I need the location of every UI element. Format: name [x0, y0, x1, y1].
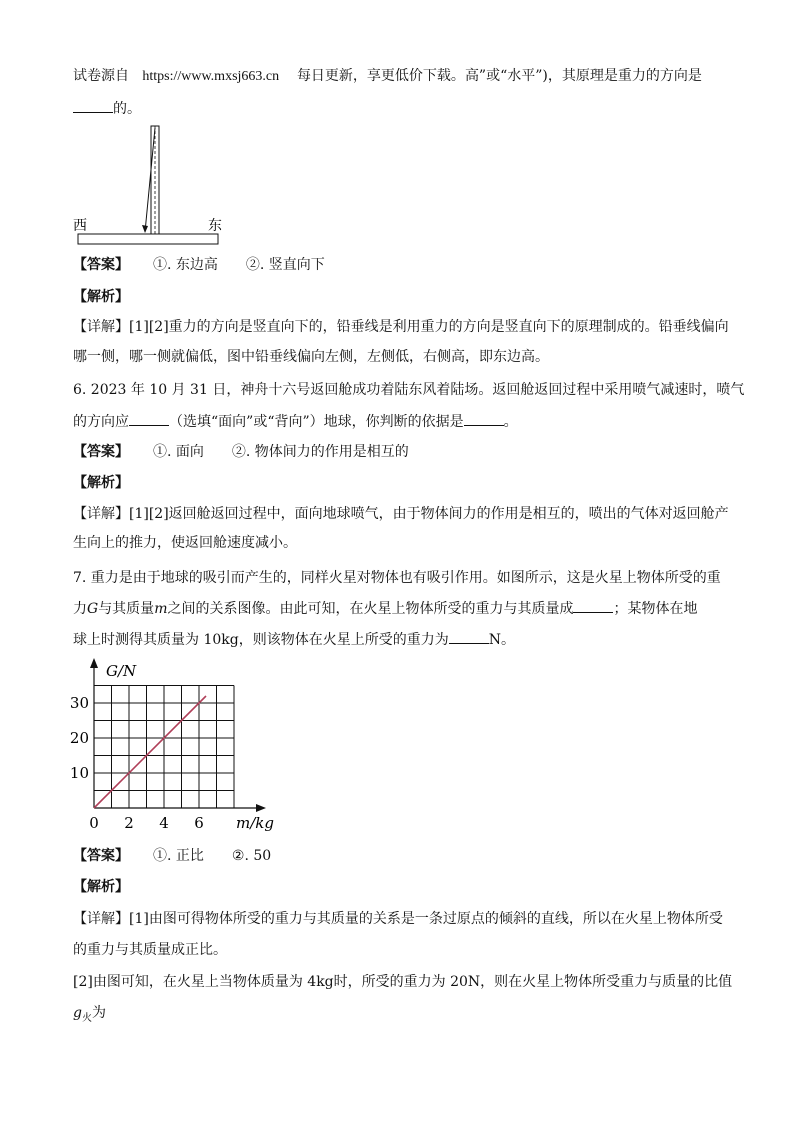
analysis-label: 【解析】 [73, 475, 129, 491]
y-axis-arrow-icon [90, 658, 98, 668]
source-url[interactable]: https://www.mxsj663.cn [142, 69, 280, 84]
q7-detail-2: 的重力与其质量成正比。 [73, 942, 227, 958]
q7-symbol: m [154, 601, 168, 617]
q7-text: 之间的关系图像。由此可知，在火星上物体所受的重力与其质量成 [167, 601, 574, 617]
answer-option: ①. 东边高 [153, 257, 218, 273]
answer-label: 【答案】 [73, 257, 129, 273]
header-line [73, 66, 702, 87]
answer-option: ①. 正比 [153, 848, 204, 864]
answer-option: ②. 竖直向下 [245, 257, 325, 273]
q7-text: 与其质量 [98, 601, 155, 617]
analysis-label: 【解析】 [73, 879, 129, 895]
q5-end-line [73, 98, 141, 119]
answer-blank [73, 98, 113, 113]
q7-detail-1: 【详解】[1]由图可得物体所受的重力与其质量的关系是一条过原点的倾斜的直线，所以在火星上物体所受 [73, 911, 723, 927]
q5-detail-2: 哪一侧，哪一侧就偏低，图中铅垂线偏向左侧，左侧低，右侧高，即东边高。 [73, 349, 549, 365]
x-tick-label: 2 [124, 814, 134, 832]
q7-text: 为 [91, 1005, 106, 1021]
q6-text: （选填“面向”或“背向”）地球，你判断的依据是 [169, 414, 464, 430]
y-tick-label: 20 [69, 729, 89, 747]
answer-blank [573, 598, 613, 613]
label-west: 西 [73, 218, 87, 234]
q5-end: 的。 [113, 101, 141, 117]
q6-detail-1: 【详解】[1][2]返回舱返回过程中，面向地球喷气，由于物体间力的作用是相互的，喷出的气体对返回舱产 [73, 506, 729, 522]
chart-labels [70, 662, 274, 832]
q6-line-2 [73, 411, 518, 432]
q7-detail-3: [2]由图可知，在火星上当物体质量为 4kg时，所受的重力为 20N，则在火星上物体所受重力与质量的比值 [73, 974, 733, 990]
g-subscript: 火 [81, 1012, 92, 1024]
label-east: 东 [208, 218, 222, 234]
base-board [78, 234, 218, 244]
answer-option: ②. 50 [231, 848, 272, 864]
q5-analysis-label [73, 287, 153, 307]
x-tick-label: 0 [89, 814, 99, 832]
update-note: 每日更新，享更低价下载。 [296, 68, 465, 84]
chart-series [94, 696, 206, 808]
q5-tail: 高”或“水平”)，其原理是重力的方向是 [464, 68, 702, 84]
q7-text: 球上时测得其质量为 10kg，则该物体在火星上所受的重力为 [73, 632, 449, 648]
q7-analysis-label [73, 877, 153, 897]
q7-detail-4 [73, 1003, 106, 1029]
x-axis-label: m/kg [236, 814, 274, 832]
x-tick-label: 4 [159, 814, 169, 832]
analysis-label: 【解析】 [73, 289, 129, 305]
answer-label: 【答案】 [73, 848, 129, 864]
q7-text: N。 [488, 632, 515, 648]
q5-answer [73, 255, 325, 275]
q7-symbol: G [87, 601, 99, 617]
q5-detail-1: 【详解】[1][2]重力的方向是竖直向下的，铅垂线是利用重力的方向是竖直向下的原理制成的。铅垂线偏向 [73, 319, 729, 335]
g-symbol: g [73, 1005, 82, 1021]
q6-detail-2: 生向上的推力，使返回舱速度减小。 [73, 535, 297, 551]
q7-text: 力 [73, 601, 87, 617]
y-axis-label: G/N [106, 662, 137, 680]
chart-axes [90, 658, 266, 812]
answer-label: 【答案】 [73, 444, 129, 460]
q7-line-1: 7. 重力是由于地球的吸引而产生的，同样火星对物体也有吸引作用。如图所示，这是火星上物体所受的重 [73, 570, 721, 586]
series-line [94, 696, 206, 808]
q6-answer [73, 442, 409, 462]
answer-blank [129, 411, 169, 426]
x-tick-label: 6 [194, 814, 204, 832]
q7-line-3 [73, 629, 515, 650]
gravity-mass-chart [60, 656, 274, 836]
plumb-line-figure [70, 122, 230, 248]
q6-text: 的方向应 [73, 414, 129, 430]
plumb-string [145, 128, 155, 232]
chart-grid [94, 686, 234, 809]
answer-option: ①. 面向 [153, 444, 204, 460]
q7-text: ；某物体在地 [613, 601, 698, 617]
q7-answer [73, 846, 271, 866]
source-label: 试卷源自 [73, 68, 129, 84]
q6-analysis-label [73, 473, 153, 493]
answer-option: ②. 物体间力的作用是相互的 [231, 444, 409, 460]
answer-blank [449, 629, 489, 644]
y-tick-label: 10 [69, 764, 89, 782]
plumb-bob-icon [142, 225, 148, 233]
q6-line-1: 6. 2023 年 10 月 31 日，神舟十六号返回舱成功着陆东风着陆场。返回舱返回过程中采用喷气减速时，喷气 [73, 382, 745, 398]
answer-blank [464, 411, 504, 426]
q6-text: 。 [503, 414, 518, 430]
y-tick-label: 30 [69, 694, 89, 712]
q7-line-2 [73, 598, 697, 619]
x-axis-arrow-icon [256, 804, 266, 812]
